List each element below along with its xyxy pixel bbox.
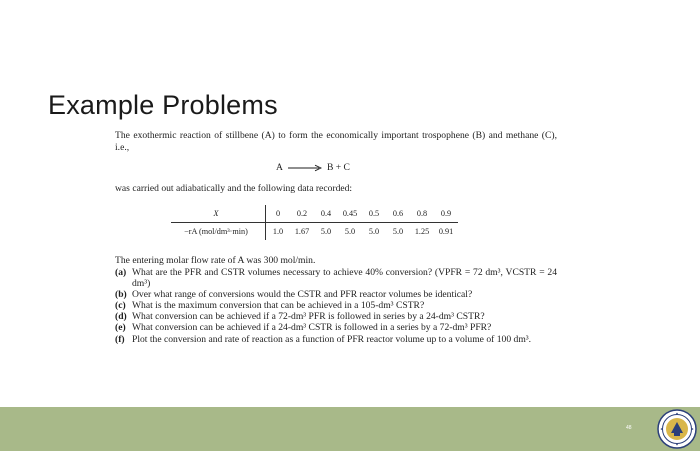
slide-title: Example Problems bbox=[48, 90, 278, 120]
question-letter: (d) bbox=[115, 311, 127, 323]
table-cell: 5.0 bbox=[320, 227, 332, 236]
reactant-label: A bbox=[276, 162, 283, 173]
question-item bbox=[115, 322, 557, 333]
rate-row bbox=[171, 223, 458, 241]
table-cell: 0.91 bbox=[438, 227, 454, 236]
question-item bbox=[115, 300, 557, 311]
table-cell: 5.0 bbox=[344, 227, 356, 236]
question-text: What conversion can be achieved if a 24-dm³ CSTR is followed in a series by a 72-dm³ PFR? bbox=[132, 322, 492, 334]
table-cell: 0.8 bbox=[410, 205, 434, 223]
question-letter: (f) bbox=[115, 333, 125, 345]
products-label: B + C bbox=[326, 162, 350, 173]
table-cell: 0.4 bbox=[314, 205, 338, 223]
question-item bbox=[115, 334, 557, 345]
reaction-equation bbox=[276, 162, 350, 173]
university-seal-icon bbox=[657, 409, 697, 449]
conversion-row bbox=[171, 205, 458, 223]
table-cell: 0.5 bbox=[362, 205, 386, 223]
table-cell: 0.9 bbox=[434, 205, 458, 223]
table-cell: 1.0 bbox=[272, 227, 284, 236]
question-letter: (a) bbox=[115, 267, 127, 278]
table-cell: 1.67 bbox=[294, 227, 310, 236]
footer-band bbox=[0, 407, 700, 451]
data-recorded-text: was carried out adiabatically and the following data recorded: bbox=[115, 183, 353, 194]
table-cell: 1.25 bbox=[414, 227, 430, 236]
question-text: Over what range of conversions would the CSTR and PFR reactor volumes be identical? bbox=[132, 289, 473, 301]
table-cell: 0.6 bbox=[386, 205, 410, 223]
table-cell: 5.0 bbox=[368, 227, 380, 236]
question-text: Plot the conversion and rate of reaction as a function of PFR reactor volume up to a volume of 100 dm³. bbox=[132, 333, 532, 345]
flow-rate-text: The entering molar flow rate of A was 300 mol/min. bbox=[115, 255, 316, 266]
question-item bbox=[115, 311, 557, 322]
question-letter: (c) bbox=[115, 300, 126, 312]
question-text: What conversion can be achieved if a 72-dm³ PFR is followed in series by a 24-dm³ CSTR? bbox=[132, 311, 485, 323]
rate-data-table bbox=[171, 205, 458, 240]
question-text: What is the maximum conversion that can be achieved in a 105-dm³ CSTR? bbox=[132, 300, 425, 312]
problem-intro: The exothermic reaction of stillbene (A) to form the economically important trospophene (B) and methane (C), i.e., bbox=[115, 130, 557, 154]
question-letter: (b) bbox=[115, 289, 127, 301]
question-text: What are the PFR and CSTR volumes necessary to achieve 40% conversion? (VPFR = 72 dm³, VCSTR = 24 dm³) bbox=[132, 267, 557, 290]
question-letter: (e) bbox=[115, 322, 126, 334]
page-number: 48 bbox=[626, 425, 632, 431]
table-cell: 0.45 bbox=[338, 205, 362, 223]
question-item bbox=[115, 289, 557, 300]
question-list bbox=[115, 267, 557, 345]
conversion-header: X bbox=[171, 205, 266, 223]
question-item bbox=[115, 267, 557, 289]
table-cell: 5.0 bbox=[392, 227, 404, 236]
reaction-arrow-icon bbox=[288, 164, 322, 172]
rate-header: −rA (mol/dm³·min) bbox=[171, 223, 266, 241]
table-cell: 0 bbox=[266, 205, 291, 223]
table-cell: 0.2 bbox=[290, 205, 314, 223]
